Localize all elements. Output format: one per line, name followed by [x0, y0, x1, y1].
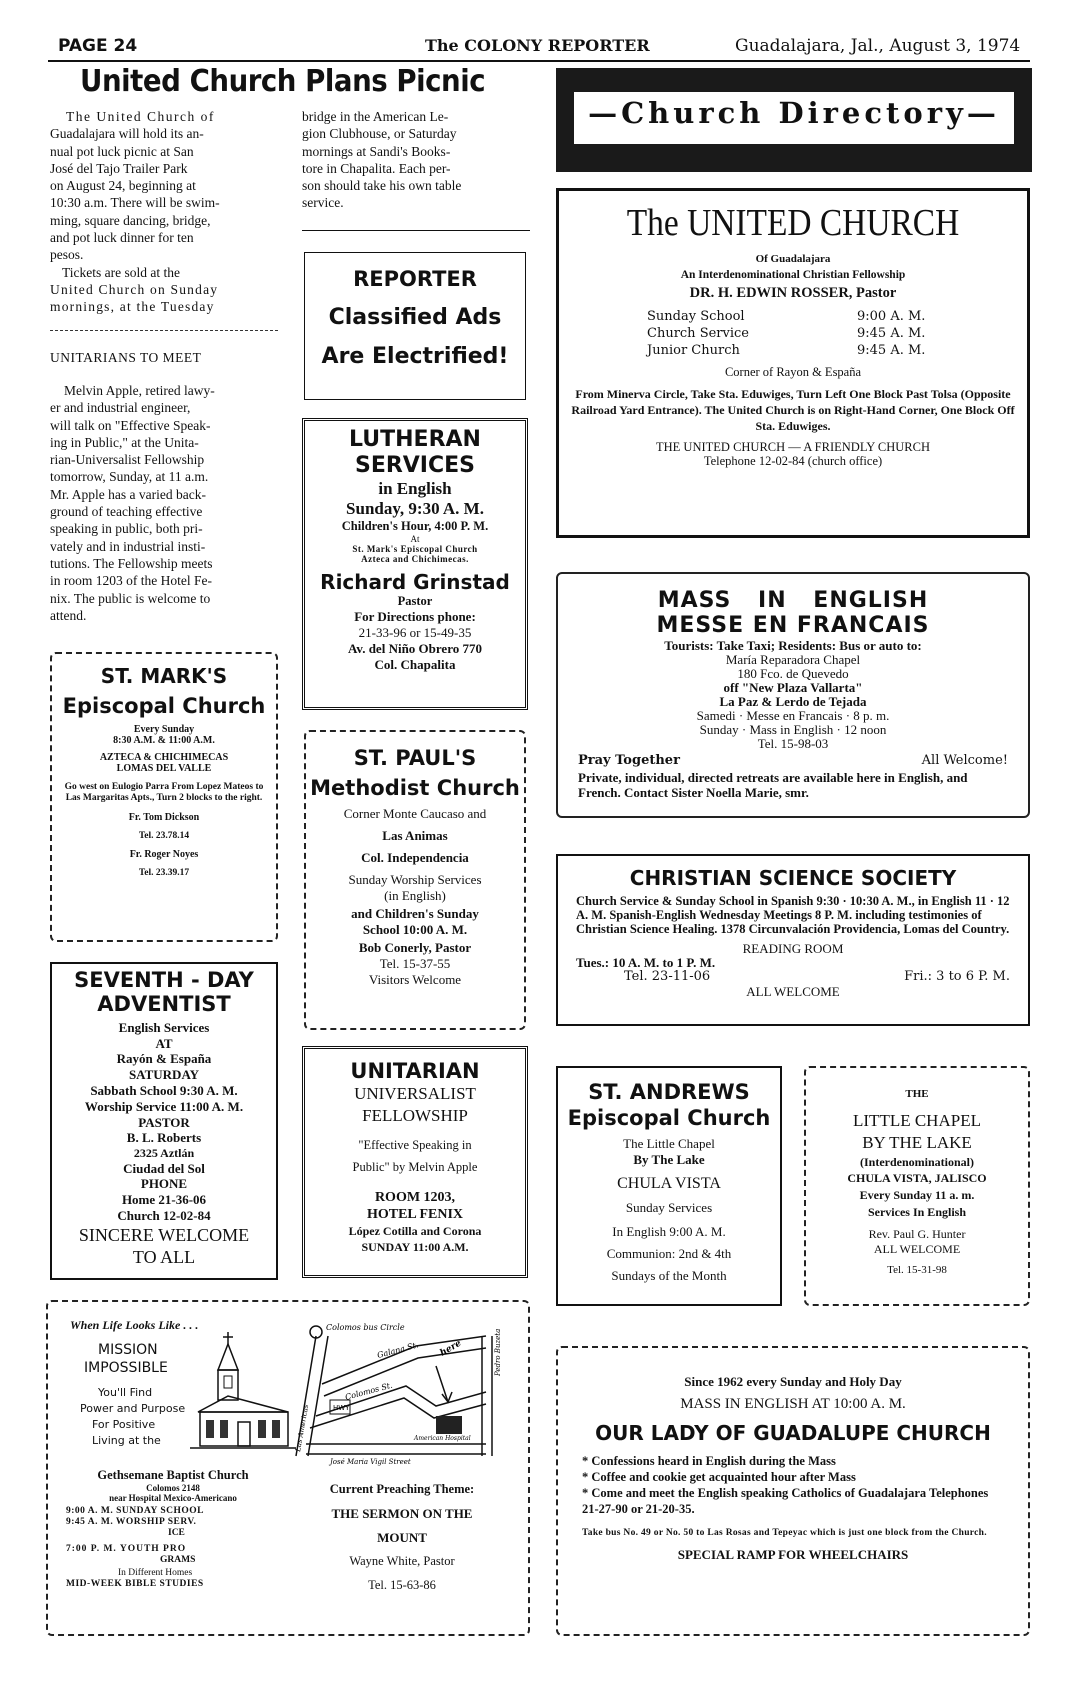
- united-church-phone: Telephone 12-02-84 (church office): [703, 454, 883, 468]
- united-church-schedule: [647, 308, 1027, 359]
- st-marks-priest-2: Fr. Roger Noyes: [129, 849, 199, 860]
- gethsemane-find: You'll Find: [98, 1386, 153, 1399]
- st-marks-streets-2: LOMAS DEL VALLE: [116, 763, 212, 774]
- map-label-circle: Colomos bus Circle: [326, 1323, 405, 1332]
- text-line: tomorrow, Sunday, at 11 a.m.: [50, 469, 209, 485]
- st-pauls-line: Corner Monte Caucaso and: [343, 806, 487, 821]
- gethsemane-schedule: 7:00 P. M. YOUTH PRO: [66, 1544, 187, 1554]
- st-marks-tel-2: Tel. 23.39.17: [138, 868, 190, 878]
- gethsemane-theme: Current Preaching Theme:: [329, 1482, 475, 1496]
- map-label-bazar: Pedro Buzeta: [494, 1328, 502, 1376]
- section-rule: [50, 330, 278, 331]
- gethsemane-ad-box: [46, 1300, 530, 1636]
- masthead-rule: [48, 60, 1030, 62]
- adventist-line: SATURDAY: [128, 1067, 200, 1082]
- st-pauls-line: and Children's Sunday: [351, 906, 479, 921]
- lutheran-english: in English: [378, 479, 452, 498]
- mass-english-ad-box: [556, 572, 1030, 818]
- adventist-line: Home 21-36-06: [121, 1192, 207, 1207]
- mass-pray: Pray Together: [578, 753, 680, 768]
- lutheran-phones: 21-33-96 or 15-49-35: [358, 625, 472, 640]
- text-line: on August 24, beginning at: [50, 178, 196, 194]
- st-andrews-line: Sunday Services: [625, 1200, 713, 1215]
- adventist-line: SINCERE WELCOME: [78, 1225, 250, 1245]
- united-church-friendly: THE UNITED CHURCH — A FRIENDLY CHURCH: [656, 440, 930, 454]
- little-chapel-line: Services In English: [867, 1205, 966, 1219]
- gethsemane-find: For Positive: [92, 1418, 156, 1431]
- schedule-name: Sunday School: [647, 309, 745, 324]
- gethsemane-tel: Tel. 15-63-86: [368, 1578, 436, 1592]
- st-pauls-line: Bob Conerly, Pastor: [358, 940, 472, 955]
- directory-banner: [556, 68, 1032, 172]
- text-line: mornings at Sandi's Books-: [302, 143, 451, 159]
- gethsemane-script: When Life Looks Like . . .: [70, 1318, 199, 1332]
- guadalupe-bullet: * Come and meet the English speaking Catholics of Guadalajara Telephones 21-27-90 or 21-20-35.: [582, 1486, 989, 1516]
- directory-title: —Church Directory—: [588, 96, 1000, 130]
- adventist-ad-box: [50, 962, 278, 1280]
- unitarian-line: FELLOWSHIP: [362, 1106, 468, 1125]
- st-andrews-line: Communion: 2nd & 4th: [606, 1246, 732, 1261]
- schedule-name: Junior Church: [647, 343, 740, 358]
- guadalupe-line-1: Since 1962 every Sunday and Holy Day: [684, 1374, 902, 1389]
- christian-science-tel: Tel. 23-11-06: [624, 969, 711, 984]
- little-chapel-line: LITTLE CHAPEL: [853, 1111, 981, 1130]
- page-number: PAGE 24: [58, 36, 138, 56]
- mass-line: La Paz & Lerdo de Tejada: [719, 694, 867, 709]
- little-chapel-line: Every Sunday 11 a. m.: [859, 1188, 975, 1202]
- st-marks-tel-1: Tel. 23.78.14: [138, 831, 190, 841]
- guadalupe-title: OUR LADY OF GUADALUPE CHURCH: [595, 1421, 991, 1445]
- text-line: tore in Chapalita. Each per-: [302, 160, 451, 176]
- lutheran-pastor-title: Pastor: [397, 594, 433, 608]
- united-church-fellowship: An Interdenominational Christian Fellowship: [680, 269, 906, 281]
- little-chapel-line: BY THE LAKE: [862, 1133, 972, 1152]
- st-pauls-line: Sunday Worship Services: [348, 872, 482, 887]
- text-line: United Church on Sunday: [50, 281, 219, 297]
- text-line: bridge in the American Le-: [302, 109, 449, 124]
- lutheran-colonia: Col. Chapalita: [374, 657, 456, 672]
- adventist-line: Ciudad del Sol: [123, 1161, 205, 1176]
- christian-science-row: [624, 970, 1010, 984]
- adventist-line: 2325 Aztlán: [133, 1146, 195, 1160]
- guadalupe-bullet: * Confessions heard in English during the Mass: [582, 1454, 836, 1468]
- little-chapel-the: THE: [905, 1088, 929, 1100]
- united-church-ad-box: [556, 188, 1030, 538]
- adventist-line: PASTOR: [138, 1115, 190, 1130]
- little-chapel-line: Tel. 15-31-98: [887, 1264, 947, 1276]
- mass-line: Sunday · Mass in English · 12 noon: [699, 722, 887, 737]
- st-andrews-line: Sundays of the Month: [611, 1268, 727, 1283]
- classified-ad-box: [304, 252, 526, 400]
- mass-title-1: MASS IN ENGLISH: [657, 588, 929, 613]
- picnic-headline: United Church Plans Picnic: [80, 64, 486, 99]
- christian-science-title: CHRISTIAN SCIENCE SOCIETY: [629, 866, 957, 890]
- unitarians-article: [50, 382, 280, 624]
- text-line: in room 1203 of the Hotel Fe-: [50, 573, 212, 589]
- unitarian-line: Public" by Melvin Apple: [352, 1160, 478, 1174]
- column-rule: [302, 230, 530, 231]
- adventist-line: TO ALL: [132, 1247, 196, 1267]
- united-church-corner: Corner of Rayon & España: [724, 365, 862, 379]
- lutheran-title-2: SERVICES: [354, 453, 476, 478]
- gethsemane-church-name: Gethsemane Baptist Church: [97, 1468, 249, 1482]
- church-building-illustration: [188, 1330, 298, 1460]
- text-line: Melvin Apple, retired lawy-: [64, 383, 215, 398]
- lutheran-ad-box: [302, 418, 528, 710]
- map-label-colomos: Colomos St.: [344, 1380, 394, 1402]
- text-line: and pot luck dinner for ten: [50, 230, 194, 246]
- text-line: mornings, at the Tuesday: [50, 299, 215, 315]
- st-andrews-title-1: ST. ANDREWS: [588, 1080, 750, 1104]
- gethsemane-sermon-1: THE SERMON ON THE: [331, 1506, 473, 1521]
- lutheran-church: St. Mark's Episcopal Church: [352, 544, 478, 554]
- gethsemane-mission-1: MISSION: [98, 1342, 158, 1358]
- map-label-here: here: [438, 1338, 464, 1359]
- united-church-pastor: DR. H. EDWIN ROSSER, Pastor: [689, 285, 897, 301]
- lutheran-title-1: LUTHERAN: [349, 427, 481, 452]
- st-andrews-ad-box: [556, 1066, 782, 1306]
- unitarian-line: UNIVERSALIST: [354, 1084, 476, 1103]
- text-line: vately and in industrial insti-: [50, 538, 206, 554]
- map-label-galana: Galana St.: [376, 1340, 420, 1360]
- gethsemane-mission-2: IMPOSSIBLE: [84, 1360, 168, 1376]
- guadalupe-ad-box: [556, 1346, 1030, 1636]
- adventist-line: B. L. Roberts: [126, 1130, 202, 1145]
- united-church-title: The UNITED CHURCH: [626, 202, 960, 244]
- st-pauls-title-1: ST. PAUL'S: [353, 746, 477, 770]
- little-chapel-line: Rev. Paul G. Hunter: [868, 1227, 966, 1241]
- unitarian-line: ROOM 1203,: [374, 1190, 456, 1205]
- adventist-line: Rayón & España: [116, 1051, 212, 1066]
- mass-welcome: All Welcome!: [921, 753, 1008, 768]
- text-line: 10:30 a.m. There will be swim-: [50, 195, 220, 211]
- guadalupe-ramp: SPECIAL RAMP FOR WHEELCHAIRS: [677, 1547, 909, 1562]
- text-line: ing in Public," at the Unita-: [50, 434, 199, 450]
- picnic-column-1: [50, 108, 278, 316]
- classified-line-3: Are Electrified!: [321, 344, 509, 369]
- unitarian-line: López Cotilla and Corona: [348, 1224, 482, 1238]
- text-line: nix. The public is welcome to: [50, 590, 211, 606]
- text-line: Mr. Apple has a varied back-: [50, 486, 206, 502]
- unitarian-line: SUNDAY 11:00 A.M.: [361, 1240, 469, 1254]
- map-label-hwy: HWY: [333, 1404, 350, 1412]
- text-line: service.: [302, 195, 344, 211]
- mass-retreats: Private, individual, directed retreats are available here in English, and French. Contact Sister Noella Marie, smr.: [578, 770, 968, 800]
- united-church-of: Of Guadalajara: [755, 253, 831, 265]
- mass-line: María Reparadora Chapel: [725, 652, 861, 667]
- text-line: speaking in public, both pri-: [50, 521, 203, 537]
- guadalupe-line-2: MASS IN ENGLISH AT 10:00 A. M.: [680, 1396, 906, 1412]
- gethsemane-address-1: Colomos 2148: [146, 1483, 200, 1493]
- map-label-americas: Las Americas: [294, 1403, 311, 1453]
- st-pauls-line: Tel. 15-37-55: [379, 956, 451, 971]
- gethsemane-schedule: GRAMS: [160, 1555, 196, 1565]
- christian-science-fri: Fri.: 3 to 6 P. M.: [904, 969, 1010, 984]
- st-pauls-title-2: Methodist Church: [310, 776, 520, 800]
- adventist-line: Sabbath School 9:30 A. M.: [90, 1083, 238, 1098]
- text-line: gion Clubhouse, or Saturday: [302, 126, 457, 142]
- dateline: Guadalajara, Jal., August 3, 1974: [735, 36, 1021, 56]
- christian-science-welcome: ALL WELCOME: [746, 984, 840, 999]
- lutheran-streets: Azteca and Chichimecas.: [361, 554, 469, 564]
- text-line: Guadalajara will hold its an-: [50, 126, 204, 142]
- schedule-time: 9:00 A. M.: [857, 309, 926, 324]
- classified-line-1: REPORTER: [353, 267, 477, 291]
- lutheran-directions: For Directions phone:: [354, 609, 476, 624]
- gethsemane-find: Power and Purpose: [80, 1402, 186, 1415]
- text-line: son should take his own table: [302, 178, 462, 194]
- st-marks-ad-box: [50, 652, 278, 942]
- newspaper-name: The COLONY REPORTER: [425, 36, 650, 55]
- unitarian-ad-box: [302, 1046, 528, 1278]
- map-label-vigil: José Maria Vigil Street: [330, 1458, 411, 1466]
- text-line: er and industrial engineer,: [50, 400, 191, 416]
- text-line: ground of teaching effective: [50, 504, 203, 520]
- st-pauls-line: Visitors Welcome: [368, 972, 462, 987]
- schedule-row: [647, 342, 1027, 359]
- lutheran-pastor-name: Richard Grinstad: [320, 570, 510, 594]
- schedule-time: 9:45 A. M.: [857, 343, 926, 358]
- text-line: pesos.: [50, 247, 84, 263]
- adventist-line: Worship Service 11:00 A. M.: [84, 1099, 244, 1114]
- st-andrews-line: The Little Chapel: [623, 1136, 715, 1151]
- little-chapel-ad-box: [804, 1066, 1030, 1306]
- st-pauls-line: School 10:00 A. M.: [362, 922, 468, 937]
- mass-pray-row: [578, 753, 1008, 768]
- adventist-line: Church 12-02-84: [117, 1208, 211, 1223]
- guadalupe-bus: Take bus No. 49 or No. 50 to Las Rosas and Tepeyac which is just one block from the Church.: [582, 1528, 987, 1538]
- text-line: The United Church of: [66, 109, 215, 124]
- text-line: attend.: [50, 607, 87, 623]
- text-line: tutions. The Fellowship meets: [50, 555, 213, 571]
- adventist-title-2: ADVENTIST: [97, 992, 231, 1016]
- christian-science-body: Church Service & Sunday School in Spanish 9:30 · 10:30 A. M., in English 11 · 12 A. M. Spanish-English Wednesday Meetings 8 P. M. including testimonies of Christian Science Healing. 1378 Circunvalación Providencia, Lomas del Country.: [576, 894, 1010, 936]
- little-chapel-line: CHULA VISTA, JALISCO: [847, 1171, 987, 1185]
- schedule-time: 9:45 A. M.: [857, 326, 926, 341]
- text-line: nual pot luck picnic at San: [50, 143, 194, 159]
- st-andrews-title-2: Episcopal Church: [567, 1106, 771, 1130]
- schedule-row: [647, 325, 1027, 342]
- gethsemane-schedule: MID-WEEK BIBLE STUDIES: [66, 1579, 204, 1589]
- gethsemane-find: Living at the: [92, 1434, 161, 1447]
- st-pauls-ad-box: [304, 730, 526, 1030]
- unitarian-title: UNITARIAN: [350, 1059, 480, 1083]
- text-line: rian-Universalist Fellowship: [50, 452, 205, 468]
- location-map: [286, 1316, 522, 1466]
- little-chapel-line: ALL WELCOME: [873, 1242, 961, 1256]
- gethsemane-schedule: In Different Homes: [118, 1568, 193, 1578]
- picnic-column-2: [302, 108, 532, 212]
- guadalupe-bullet: * Coffee and cookie get acquainted hour after Mass: [582, 1470, 856, 1484]
- text-line: ming, square dancing, bridge,: [50, 212, 211, 228]
- st-andrews-line: In English 9:00 A. M.: [612, 1224, 726, 1239]
- gethsemane-sermon-2: MOUNT: [377, 1530, 427, 1545]
- gethsemane-pastor: Wayne White, Pastor: [349, 1554, 455, 1568]
- mass-title-2: MESSE EN FRANCAIS: [656, 613, 930, 638]
- unitarian-line: HOTEL FENIX: [366, 1207, 464, 1222]
- lutheran-time: Sunday, 9:30 A. M.: [346, 499, 484, 518]
- mass-line: off "New Plaza Vallarta": [723, 680, 863, 695]
- christian-science-reading: READING ROOM: [742, 941, 844, 956]
- st-andrews-line: CHULA VISTA: [617, 1175, 721, 1192]
- gethsemane-schedule: 9:45 A. M. WORSHIP SERV.: [66, 1517, 197, 1527]
- mass-line: Tourists: Take Taxi; Residents: Bus or auto to:: [664, 638, 922, 653]
- st-andrews-line: By The Lake: [633, 1152, 705, 1167]
- adventist-line: AT: [155, 1036, 173, 1051]
- adventist-line: PHONE: [140, 1176, 188, 1191]
- st-pauls-line: Col. Independencia: [361, 850, 469, 865]
- st-marks-directions: Go west on Eulogio Parra From Lopez Mateos to Las Margaritas Apts., Turn 2 blocks to the right.: [64, 782, 264, 803]
- mass-line: 180 Fco. de Quevedo: [737, 666, 849, 681]
- map-label-hospital: American Hospital: [414, 1435, 471, 1442]
- gethsemane-schedule: ICE: [168, 1528, 185, 1538]
- text-line: José del Tajo Trailer Park: [50, 160, 188, 176]
- classified-line-2: Classified Ads: [328, 305, 502, 330]
- unitarians-headline: UNITARIANS TO MEET: [50, 350, 202, 365]
- st-marks-every: Every Sunday: [133, 724, 195, 735]
- st-pauls-line: Las Animas: [382, 828, 448, 843]
- schedule-name: Church Service: [647, 326, 749, 341]
- christian-science-ad-box: [556, 854, 1030, 1026]
- mass-line: Samedi · Messe en Francais · 8 p. m.: [696, 708, 890, 723]
- st-marks-times: 8:30 A.M. & 11:00 A.M.: [113, 735, 215, 746]
- united-church-directions: From Minerva Circle, Take Sta. Eduwiges, Turn Left One Block Past Tolsa (Opposite Railroad Yard Entrance). The United Church is on Right-Hand Corner, One Block Off Sta. Eduwiges.: [571, 387, 1015, 433]
- schedule-row: [647, 308, 1027, 325]
- lutheran-children: Children's Hour, 4:00 P. M.: [341, 519, 489, 533]
- lutheran-address: Av. del Niño Obrero 770: [348, 641, 482, 656]
- text-line: will talk on "Effective Speak-: [50, 417, 211, 433]
- christian-science-tues: Tues.: 10 A. M. to 1 P. M.: [576, 955, 716, 970]
- gethsemane-schedule: 9:00 A. M. SUNDAY SCHOOL: [66, 1506, 204, 1516]
- unitarian-line: "Effective Speaking in: [358, 1138, 472, 1152]
- st-marks-streets-1: AZTECA & CHICHIMECAS: [99, 752, 229, 763]
- little-chapel-line: (Interdenominational): [860, 1155, 974, 1169]
- text-line: Tickets are sold at the: [62, 264, 180, 280]
- st-marks-title-1: ST. MARK'S: [100, 664, 228, 688]
- st-marks-priest-1: Fr. Tom Dickson: [128, 812, 200, 823]
- adventist-line: English Services: [118, 1020, 210, 1035]
- mass-line: Tel. 15-98-03: [757, 736, 829, 751]
- st-pauls-line: (in English): [384, 888, 446, 903]
- st-marks-title-2: Episcopal Church: [62, 694, 266, 718]
- gethsemane-address-2: near Hospital Mexico-Americano: [109, 1493, 237, 1503]
- adventist-title-1: SEVENTH - DAY: [74, 968, 254, 992]
- lutheran-at: At: [410, 534, 420, 544]
